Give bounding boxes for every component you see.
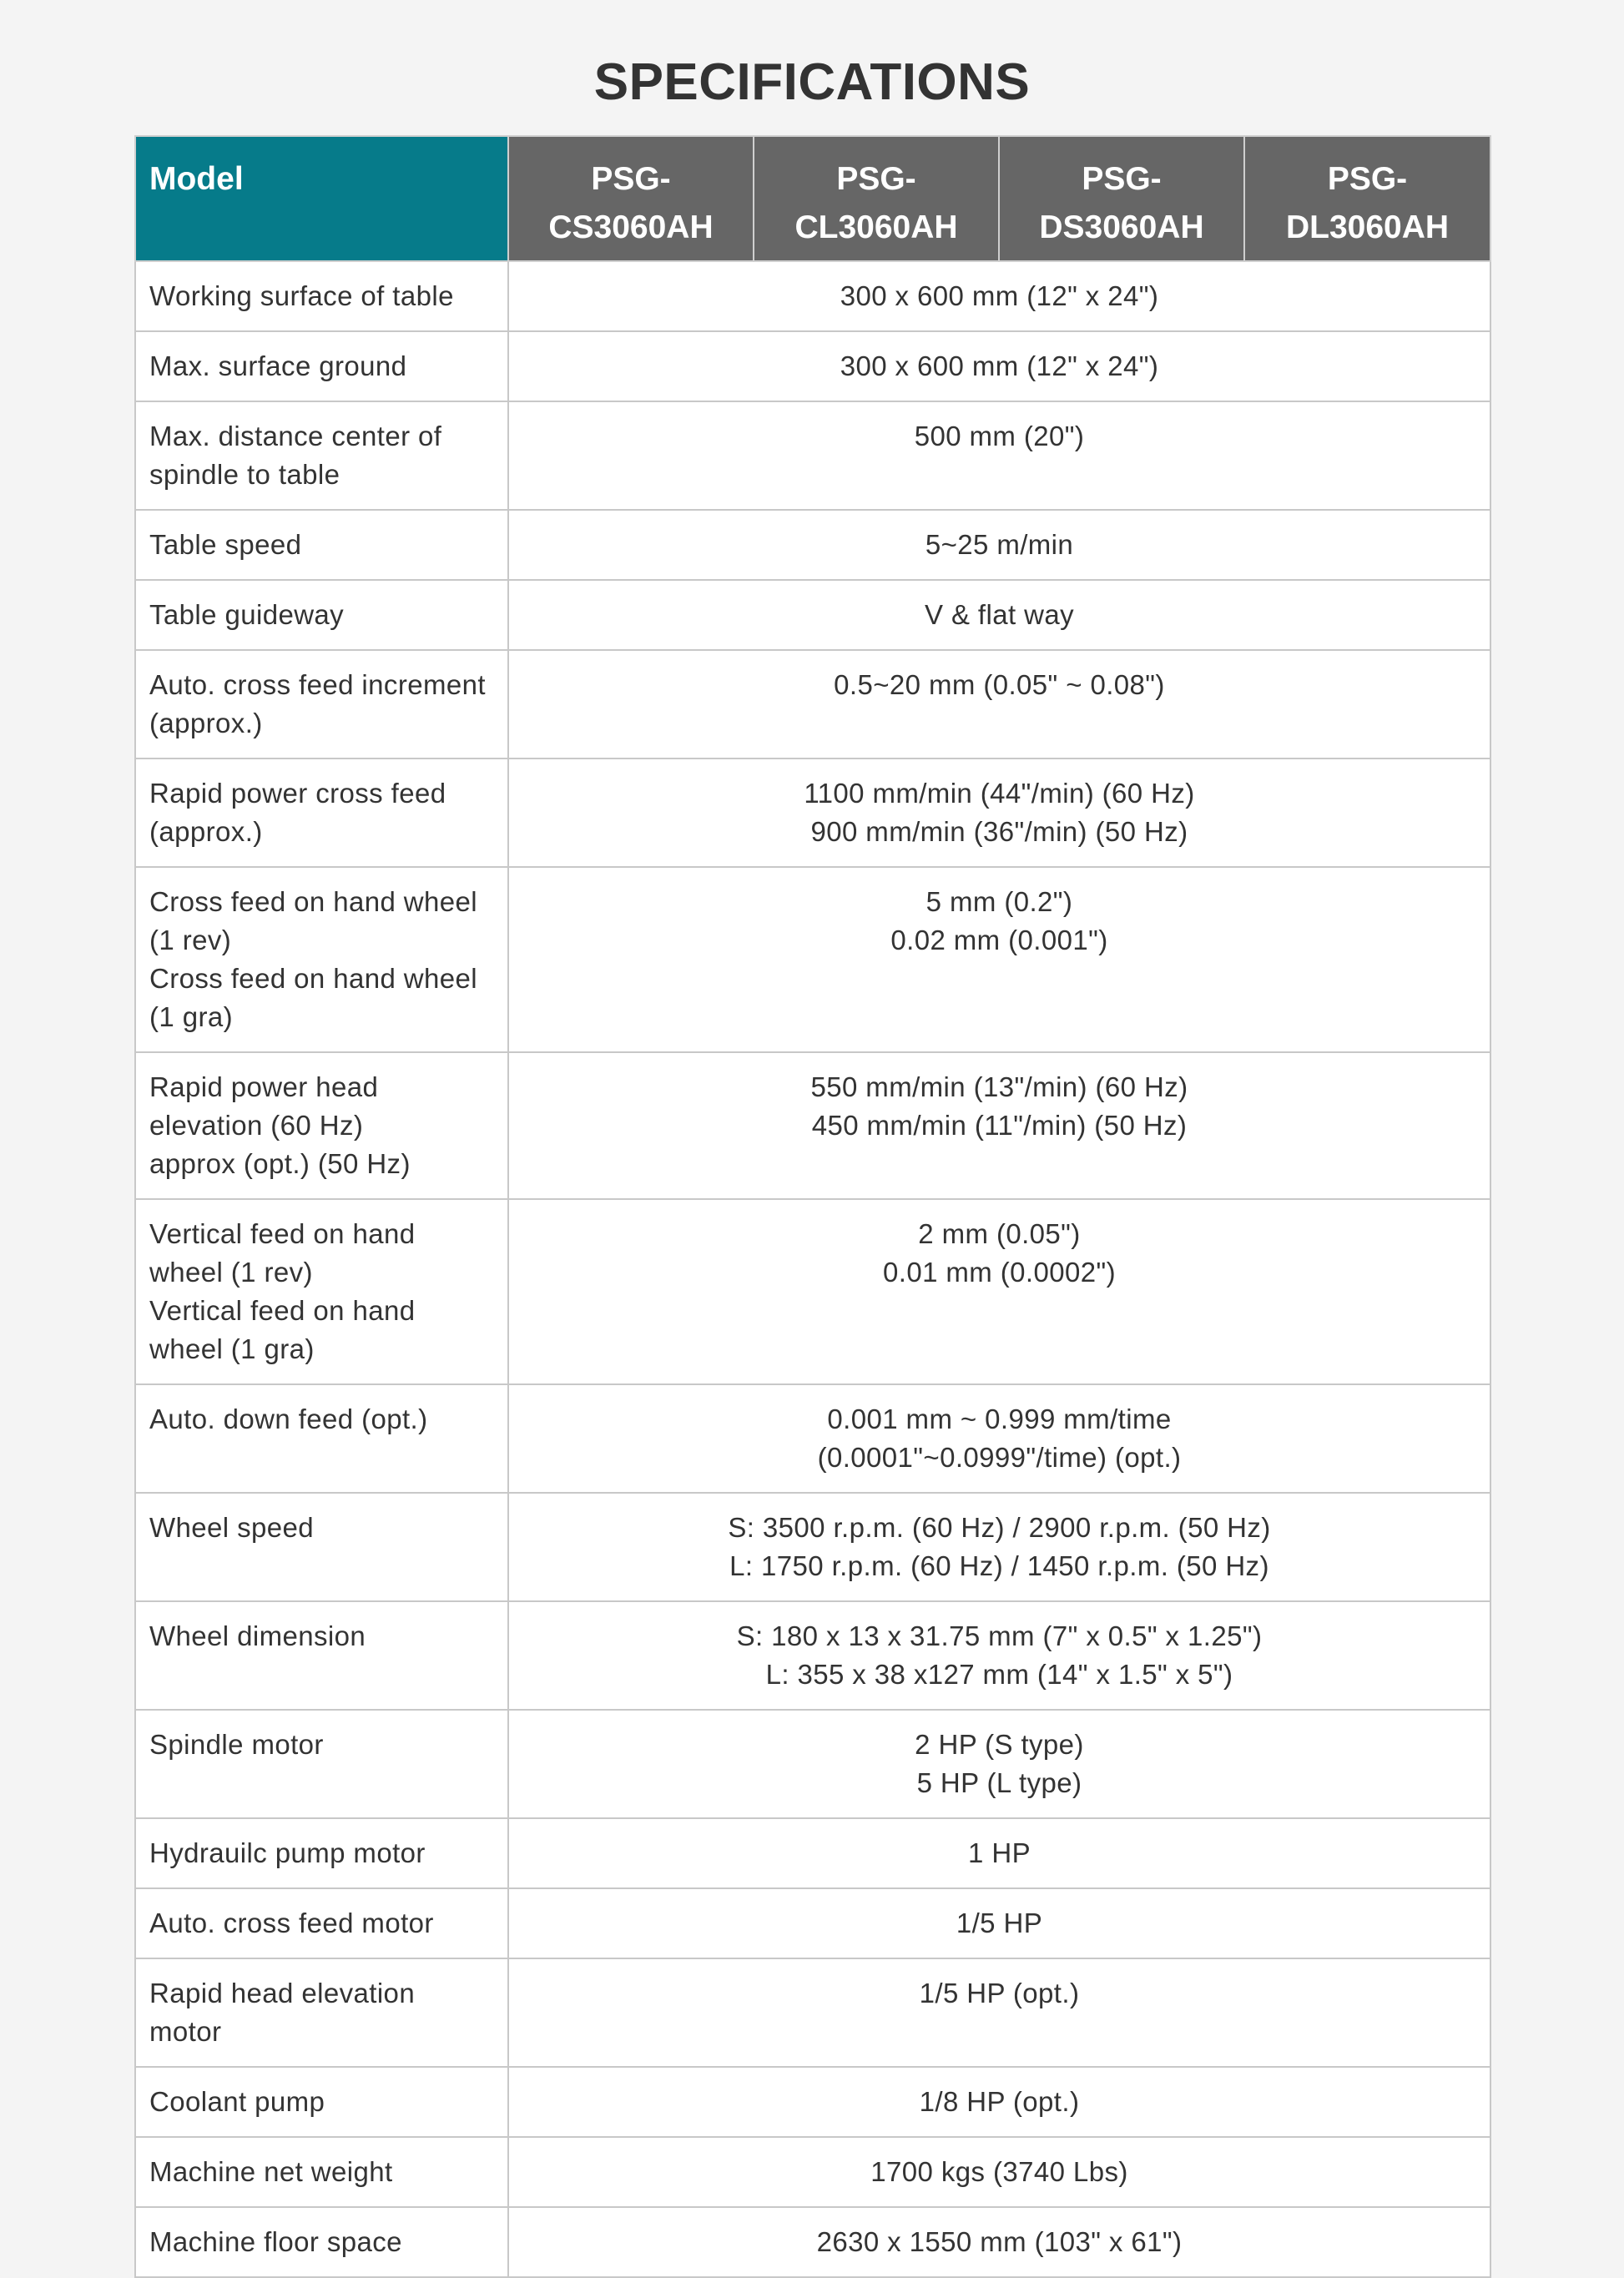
spec-label-cell — [135, 1958, 508, 2067]
spec-label: Working surface of table — [149, 280, 454, 311]
spec-value: 2 mm (0.05") — [918, 1218, 1081, 1249]
spec-label: Auto. cross feed motor — [149, 1908, 434, 1938]
model-header-line: CL3060AH — [794, 209, 958, 245]
model-header-line: DL3060AH — [1285, 209, 1450, 245]
spec-label-cell — [135, 1052, 508, 1199]
spec-value: 1100 mm/min (44"/min) (60 Hz) — [804, 778, 1195, 809]
table-row — [135, 1493, 1490, 1601]
spec-label-cell — [135, 1710, 508, 1818]
model-column-header: Model — [135, 136, 508, 261]
table-row — [135, 867, 1490, 1052]
spec-label: (1 gra) — [149, 1001, 233, 1032]
model-header-psg-cl3060ah — [754, 136, 999, 261]
spec-value-cell — [508, 1958, 1490, 2067]
spec-label: Coolant pump — [149, 2086, 325, 2117]
model-header-line: CS3060AH — [548, 209, 714, 245]
spec-value: 2 HP (S type) — [915, 1729, 1084, 1760]
spec-label: elevation (60 Hz) — [149, 1110, 364, 1141]
table-row — [135, 1384, 1490, 1493]
specifications-table — [134, 135, 1491, 2278]
table-row — [135, 2067, 1490, 2137]
spec-value-cell — [508, 1199, 1490, 1384]
spec-label: Vertical feed on hand — [149, 1295, 416, 1326]
spec-label: Max. surface ground — [149, 350, 407, 381]
spec-value: 300 x 600 mm (12" x 24") — [840, 350, 1159, 381]
spec-value-cell — [508, 758, 1490, 867]
table-row — [135, 331, 1490, 401]
spec-label-cell — [135, 1493, 508, 1601]
spec-value-cell — [508, 331, 1490, 401]
spec-value: 450 mm/min (11"/min) (50 Hz) — [811, 1110, 1188, 1141]
spec-value-cell — [508, 510, 1490, 580]
spec-value-cell — [508, 867, 1490, 1052]
spec-label: Max. distance center of — [149, 421, 442, 451]
spec-label: Cross feed on hand wheel — [149, 963, 478, 994]
spec-value: S: 180 x 13 x 31.75 mm (7" x 0.5" x 1.25") — [736, 1620, 1263, 1651]
spec-label-cell — [135, 1818, 508, 1888]
spec-label-cell — [135, 2207, 508, 2277]
table-row — [135, 650, 1490, 758]
spec-value-cell — [508, 2137, 1490, 2207]
spec-label: Rapid power cross feed — [149, 778, 446, 809]
model-header-line: PSG- — [1082, 161, 1162, 197]
spec-label-cell — [135, 1199, 508, 1384]
spec-label: Auto. down feed (opt.) — [149, 1404, 428, 1434]
spec-label: spindle to table — [149, 459, 340, 490]
spec-label: Table guideway — [149, 599, 345, 630]
table-row — [135, 261, 1490, 331]
table-row — [135, 1888, 1490, 1958]
spec-value: 2630 x 1550 mm (103" x 61") — [816, 2226, 1183, 2257]
page-title: SPECIFICATIONS — [593, 53, 1031, 111]
spec-value-cell — [508, 1888, 1490, 1958]
spec-label-cell — [135, 1384, 508, 1493]
spec-value-cell — [508, 1601, 1490, 1710]
model-header-psg-ds3060ah — [999, 136, 1244, 261]
spec-value: 5~25 m/min — [925, 529, 1074, 560]
spec-value-cell — [508, 580, 1490, 650]
model-header-line: DS3060AH — [1039, 209, 1204, 245]
spec-label-cell — [135, 867, 508, 1052]
spec-value: 500 mm (20") — [914, 421, 1085, 451]
spec-label: Vertical feed on hand — [149, 1218, 416, 1249]
spec-label: motor — [149, 2016, 222, 2047]
spec-label: Hydrauilc pump motor — [149, 1837, 426, 1868]
spec-label: Machine net weight — [149, 2156, 393, 2187]
spec-value: L: 355 x 38 x127 mm (14" x 1.5" x 5") — [765, 1659, 1233, 1690]
spec-label: (approx.) — [149, 708, 263, 738]
table-row — [135, 758, 1490, 867]
table-row — [135, 1199, 1490, 1384]
spec-value: 1/8 HP (opt.) — [919, 2086, 1080, 2117]
spec-value: 300 x 600 mm (12" x 24") — [840, 280, 1159, 311]
spec-value: 550 mm/min (13"/min) (60 Hz) — [810, 1071, 1188, 1102]
spec-value-cell — [508, 1052, 1490, 1199]
spec-value-cell — [508, 401, 1490, 510]
spec-value: 0.001 mm ~ 0.999 mm/time — [827, 1404, 1172, 1434]
spec-label: Table speed — [149, 529, 302, 560]
spec-value: L: 1750 r.p.m. (60 Hz) / 1450 r.p.m. (50 Hz) — [729, 1550, 1269, 1581]
spec-label: Rapid head elevation — [149, 1978, 416, 2008]
spec-label: Cross feed on hand wheel — [149, 886, 478, 917]
spec-value: (0.0001"~0.0999"/time) (opt.) — [817, 1442, 1182, 1473]
spec-value-cell — [508, 2207, 1490, 2277]
table-row — [135, 1958, 1490, 2067]
spec-value: 0.5~20 mm (0.05" ~ 0.08") — [834, 669, 1165, 700]
spec-label-cell — [135, 758, 508, 867]
spec-label-cell — [135, 331, 508, 401]
table-header-row — [135, 136, 1490, 261]
table-row — [135, 1601, 1490, 1710]
spec-label-cell — [135, 1601, 508, 1710]
specifications-body — [135, 261, 1490, 2277]
spec-label: Spindle motor — [149, 1729, 324, 1760]
spec-label: Rapid power head — [149, 1071, 379, 1102]
spec-value-cell — [508, 1384, 1490, 1493]
spec-value: S: 3500 r.p.m. (60 Hz) / 2900 r.p.m. (50 Hz) — [728, 1512, 1271, 1543]
model-header-line: PSG- — [836, 161, 916, 197]
spec-label: approx (opt.) (50 Hz) — [149, 1148, 411, 1179]
spec-value-cell — [508, 1710, 1490, 1818]
spec-label-cell — [135, 510, 508, 580]
spec-value: 0.01 mm (0.0002") — [883, 1257, 1116, 1288]
spec-label-cell — [135, 650, 508, 758]
table-row — [135, 1710, 1490, 1818]
model-header-psg-cs3060ah — [508, 136, 754, 261]
model-header-psg-dl3060ah — [1244, 136, 1490, 261]
spec-value-cell — [508, 2067, 1490, 2137]
spec-label: Wheel speed — [149, 1512, 315, 1543]
spec-label: (1 rev) — [149, 925, 232, 955]
table-row — [135, 1052, 1490, 1199]
spec-value: 1/5 HP (opt.) — [919, 1978, 1080, 2008]
spec-label: (approx.) — [149, 816, 263, 847]
spec-value: 5 mm (0.2") — [925, 886, 1073, 917]
table-row — [135, 2207, 1490, 2277]
table-row — [135, 401, 1490, 510]
spec-label: Auto. cross feed increment — [149, 669, 486, 700]
spec-value-cell — [508, 1493, 1490, 1601]
spec-label: wheel (1 rev) — [149, 1257, 313, 1288]
spec-label-cell — [135, 261, 508, 331]
table-row — [135, 510, 1490, 580]
spec-value-cell — [508, 261, 1490, 331]
model-header-line: PSG- — [591, 161, 671, 197]
model-header-line: PSG- — [1327, 161, 1408, 197]
spec-value: 1 HP — [968, 1837, 1031, 1868]
table-row — [135, 2137, 1490, 2207]
spec-value-cell — [508, 1818, 1490, 1888]
spec-label-cell — [135, 2067, 508, 2137]
spec-value: V & flat way — [924, 599, 1075, 630]
spec-value: 5 HP (L type) — [916, 1767, 1082, 1798]
table-row — [135, 580, 1490, 650]
spec-label: Wheel dimension — [149, 1620, 366, 1651]
spec-value: 1/5 HP — [956, 1908, 1043, 1938]
table-row — [135, 1818, 1490, 1888]
spec-label: wheel (1 gra) — [149, 1333, 315, 1364]
spec-label-cell — [135, 1888, 508, 1958]
spec-label: Machine floor space — [149, 2226, 402, 2257]
spec-value: 1700 kgs (3740 Lbs) — [870, 2156, 1128, 2187]
spec-label-cell — [135, 580, 508, 650]
spec-label-cell — [135, 2137, 508, 2207]
spec-value: 900 mm/min (36"/min) (50 Hz) — [810, 816, 1188, 847]
spec-value-cell — [508, 650, 1490, 758]
spec-value: 0.02 mm (0.001") — [890, 925, 1108, 955]
spec-label-cell — [135, 401, 508, 510]
